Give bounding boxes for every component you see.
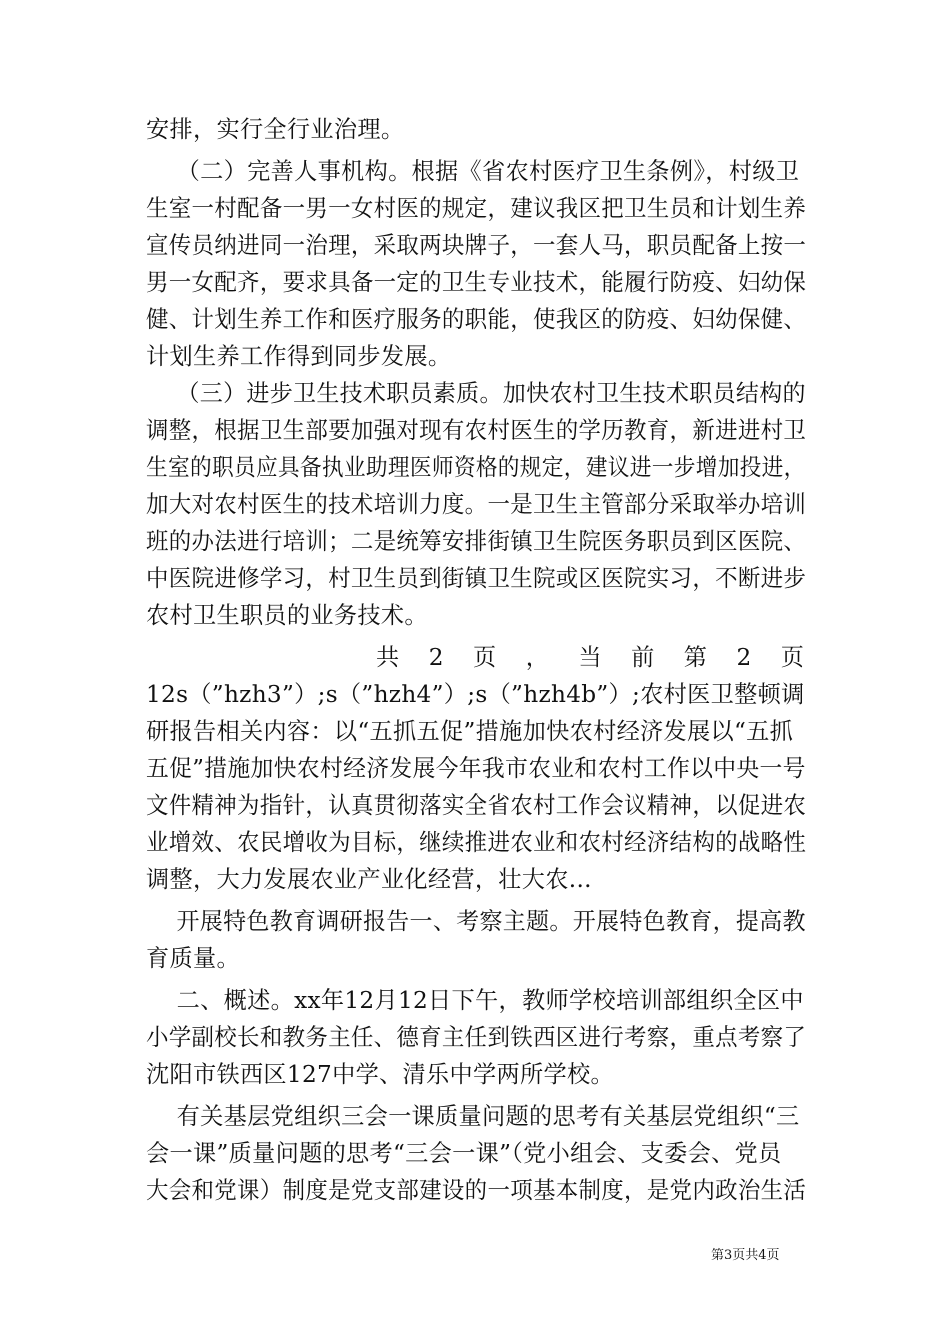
text-line: 计划生养工作得到同步发展。 <box>146 343 452 370</box>
page-footer: 第3页共4页 <box>711 1248 780 1263</box>
text-line: 开展特色教育调研报告一、考察主题。开展特色教育，提高教 <box>146 908 806 935</box>
page-counter-char: 页 <box>472 644 497 671</box>
text-line: 生室的职员应具备执业助理医师资格的规定，建议进一步增加投进， <box>146 454 806 481</box>
text-line: 健、计划生养工作和医疗服务的职能，使我区的防疫、妇幼保健、 <box>146 306 807 333</box>
text-line: 调整，大力发展农业产业化经营，壮大农... <box>146 866 592 893</box>
text-line: 五促”措施加快农村经济发展今年我市农业和农村工作以中央一号 <box>146 755 806 782</box>
text-line: 二、概述。xx年12月12日下午，教师学校培训部组织全区中 <box>146 987 804 1014</box>
text-line: 男一女配齐，要求具备一定的卫生专业技术，能履行防疫、妇幼保 <box>146 269 807 296</box>
page-counter-char: 第 <box>683 644 707 671</box>
text-line: 有关基层党组织三会一课质量问题的思考有关基层党组织“三 <box>146 1103 800 1130</box>
text-line: 研报告相关内容：以“五抓五促”措施加快农村经济发展以“五抓 <box>146 718 794 745</box>
text-line: 中医院进修学习，村卫生员到街镇卫生院或区医院实习，不断进步 <box>146 565 807 592</box>
text-line: 业增效、农民增收为目标，继续推进农业和农村经济结构的战略性 <box>146 829 807 856</box>
page-counter-char: ， <box>525 644 549 671</box>
page-counter-char: 前 <box>631 644 655 671</box>
page-counter-char: 页 <box>780 644 804 671</box>
page-counter-char: 共 <box>376 644 400 671</box>
text-line: 调整，根据卫生部要加强对现有农村医生的学历教育，新进进村卫 <box>146 417 807 444</box>
text-line: 文件精神为指针，认真贯彻落实全省农村工作会议精神，以促进农 <box>146 792 807 819</box>
text-line: 沈阳市铁西区127中学、清乐中学两所学校。 <box>146 1061 614 1088</box>
page-counter-char: 当 <box>578 644 602 671</box>
text-line: 大会和党课）制度是党支部建设的一项基本制度，是党内政治生活 <box>146 1177 807 1204</box>
text-line: 班的办法进行培训；二是统筹安排街镇卫生院医务职员到区医院、 <box>146 528 807 555</box>
text-line: 宣传员纳进同一治理，采取两块牌子，一套人马，职员配备上按一 <box>146 232 807 259</box>
text-line: （三）进步卫生技术职员素质。加快农村卫生技术职员结构的 <box>146 380 806 407</box>
text-line: （二）完善人事机构。根据《省农村医疗卫生条例》，村级卫 <box>146 158 800 185</box>
page-counter-char: 2 <box>736 644 752 671</box>
text-line: 育质量。 <box>146 945 240 972</box>
text-line: 会一课”质量问题的思考“三会一课”（党小组会、支委会、党员 <box>146 1140 782 1167</box>
page-counter-line <box>376 643 804 673</box>
text-line: 农村卫生职员的业务技术。 <box>146 602 428 629</box>
text-line: 加大对农村医生的技术培训力度。一是卫生主管部分采取举办培训 <box>146 491 807 518</box>
page-counter-char: 2 <box>428 644 444 671</box>
text-line: 生室一村配备一男一女村医的规定，建议我区把卫生员和计划生养 <box>146 195 807 222</box>
text-line: 安排，实行全行业治理。 <box>146 116 405 143</box>
text-line: 小学副校长和教务主任、德育主任到铁西区进行考察，重点考察了 <box>146 1024 807 1051</box>
text-line: 12s（”hzh3”）;s（”hzh4”）;s（”hzh4b”）;农村医卫整顿调 <box>146 681 805 708</box>
